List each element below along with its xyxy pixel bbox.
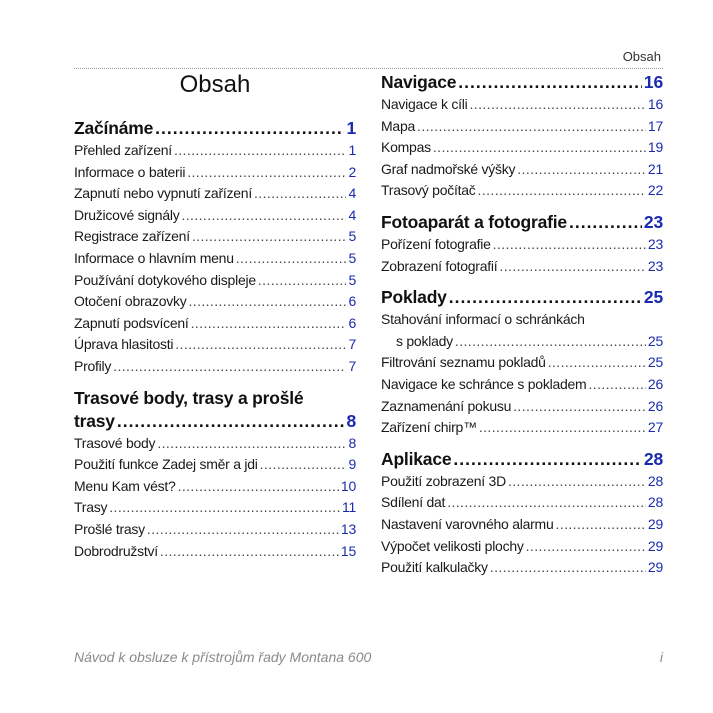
toc-entry[interactable]: Registrace zařízení ..... 5: [74, 226, 356, 248]
toc-column-right: [381, 71, 663, 588]
toc-section-title[interactable]: Poklady ..... 25: [381, 286, 663, 309]
footer-manual-title: Návod k obsluze k přístrojům řady Montana 600: [74, 649, 372, 665]
toc-section-fotoaparat: [381, 211, 663, 277]
toc-section-title[interactable]: Začínáme ..... 1: [74, 117, 356, 140]
toc-entry[interactable]: Navigace ke schránce s pokladem ..... 26: [381, 374, 663, 396]
toc-entry[interactable]: Trasy ..... 11: [74, 497, 356, 519]
toc-entry[interactable]: s poklady ..... 25: [381, 331, 663, 353]
toc-page-number: 1: [346, 118, 356, 138]
toc-page-number: 8: [346, 410, 356, 431]
toc-entry[interactable]: Zařízení chirp™ ..... 27: [381, 417, 663, 439]
toc-entry[interactable]: Trasové body ..... 8: [74, 433, 356, 455]
toc-entry[interactable]: Použití kalkulačky ..... 29: [381, 557, 663, 579]
toc-entry[interactable]: Navigace k cíli ..... 16: [381, 94, 663, 116]
toc-entry[interactable]: Informace o hlavním menu ..... 5: [74, 248, 356, 270]
toc-entry[interactable]: Dobrodružství ..... 15: [74, 541, 356, 563]
toc-page-number: 16: [643, 72, 663, 92]
toc-entry[interactable]: Otočení obrazovky ..... 6: [74, 291, 356, 313]
toc-section-trasove-body: [74, 387, 356, 563]
toc-entry[interactable]: Zapnutí nebo vypnutí zařízení ..... 4: [74, 183, 356, 205]
toc-entry[interactable]: Trasový počítač ..... 22: [381, 180, 663, 202]
toc-entry[interactable]: Používání dotykového displeje ..... 5: [74, 270, 356, 292]
toc-page-number: 25: [643, 287, 663, 308]
toc-entry[interactable]: Přehled zařízení ..... 1: [74, 140, 356, 162]
toc-page-number: 23: [643, 211, 663, 232]
toc-entry[interactable]: Zaznamenání pokusu ..... 26: [381, 396, 663, 418]
toc-page-number: 28: [643, 448, 663, 469]
toc-section-poklady: [381, 286, 663, 439]
toc-entry[interactable]: Pořízení fotografie ..... 23: [381, 234, 663, 256]
toc-entry[interactable]: Profily ..... 7: [74, 356, 356, 378]
toc-entry[interactable]: Výpočet velikosti plochy ..... 29: [381, 536, 663, 558]
toc-section-aplikace: [381, 448, 663, 579]
toc-entry[interactable]: Sdílení dat ..... 28: [381, 492, 663, 514]
toc-entry[interactable]: Graf nadmořské výšky ..... 21: [381, 159, 663, 181]
toc-section-title[interactable]: Aplikace ..... 28: [381, 448, 663, 471]
toc-section-title[interactable]: Fotoaparát a fotografie ..... 23: [381, 211, 663, 234]
toc-entry[interactable]: Zapnutí podsvícení ..... 6: [74, 313, 356, 335]
toc-entry[interactable]: Použití zobrazení 3D ..... 28: [381, 471, 663, 493]
toc-entry[interactable]: Družicové signály ..... 4: [74, 205, 356, 227]
running-head: Obsah: [622, 49, 661, 64]
toc-section-zaciname: [74, 117, 356, 378]
toc-column-left: [74, 117, 356, 571]
footer-page-number: i: [659, 649, 663, 665]
header-rule: [74, 68, 663, 69]
toc-entry[interactable]: Použití funkce Zadej směr a jdi ..... 9: [74, 454, 356, 476]
toc-entry[interactable]: Úprava hlasitosti ..... 7: [74, 334, 356, 356]
toc-entry[interactable]: Prošlé trasy ..... 13: [74, 519, 356, 541]
toc-section-navigace: [381, 71, 663, 202]
toc-entry-line[interactable]: Stahování informací o schránkách: [381, 311, 585, 328]
toc-section-title-line[interactable]: Trasové body, trasy a prošlé: [74, 387, 304, 408]
toc-section-title[interactable]: trasy ..... 8: [74, 410, 356, 433]
toc-entry[interactable]: Filtrování seznamu pokladů ..... 25: [381, 352, 663, 374]
toc-entry[interactable]: Mapa ..... 17: [381, 116, 663, 138]
toc-section-title[interactable]: Navigace ..... 16: [381, 71, 663, 94]
toc-entry[interactable]: Zobrazení fotografií ..... 23: [381, 256, 663, 278]
toc-entry[interactable]: Nastavení varovného alarmu ..... 29: [381, 514, 663, 536]
toc-entry[interactable]: Informace o baterii ..... 2: [74, 162, 356, 184]
page-title: Obsah: [179, 71, 251, 98]
toc-entry[interactable]: Kompas ..... 19: [381, 137, 663, 159]
toc-entry[interactable]: Menu Kam vést? ..... 10: [74, 476, 356, 498]
